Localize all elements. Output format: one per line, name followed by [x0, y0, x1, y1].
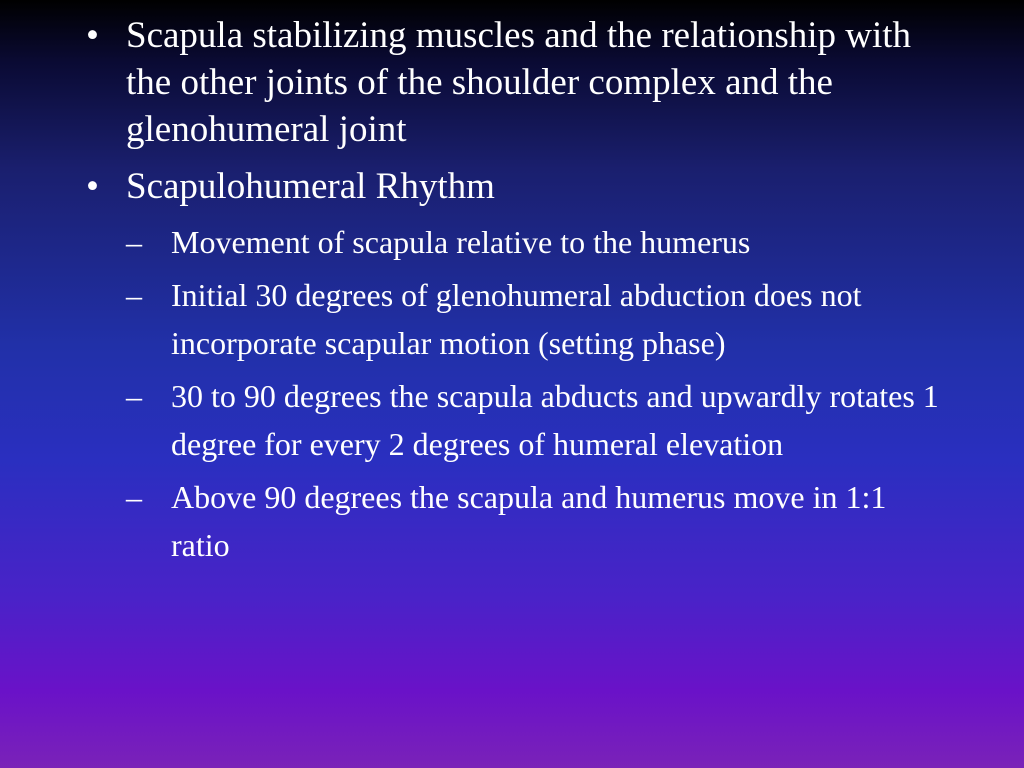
- sub-bullet-item: [126, 271, 946, 367]
- sub-bullet-list: [126, 218, 946, 569]
- bullet-item-scapula-stabilizing: [86, 12, 946, 153]
- bullet-text: Scapulohumeral Rhythm: [126, 166, 495, 207]
- bullet-marker: •: [86, 166, 99, 207]
- dash-marker: –: [126, 224, 142, 260]
- bullet-marker: •: [86, 15, 99, 56]
- dash-marker: –: [126, 479, 142, 515]
- sub-bullet-text: Initial 30 degrees of glenohumeral abduction does not incorporate scapular motion (setting phase): [171, 277, 862, 361]
- sub-bullet-item: [126, 473, 946, 569]
- dash-marker: –: [126, 378, 142, 414]
- dash-marker: –: [126, 277, 142, 313]
- sub-bullet-text: 30 to 90 degrees the scapula abducts and upwardly rotates 1 degree for every 2 degrees of humeral elevation: [171, 378, 939, 462]
- sub-bullet-text: Above 90 degrees the scapula and humerus move in 1:1 ratio: [171, 479, 887, 563]
- sub-bullet-item: [126, 218, 946, 266]
- sub-bullet-text: Movement of scapula relative to the humerus: [171, 224, 751, 260]
- bullet-item-scapulohumeral-rhythm: [86, 163, 946, 569]
- bullet-text: Scapula stabilizing muscles and the relationship with the other joints of the shoulder complex and the glenohumeral joint: [126, 15, 912, 150]
- sub-bullet-item: [126, 372, 946, 468]
- bullet-list: [86, 12, 946, 579]
